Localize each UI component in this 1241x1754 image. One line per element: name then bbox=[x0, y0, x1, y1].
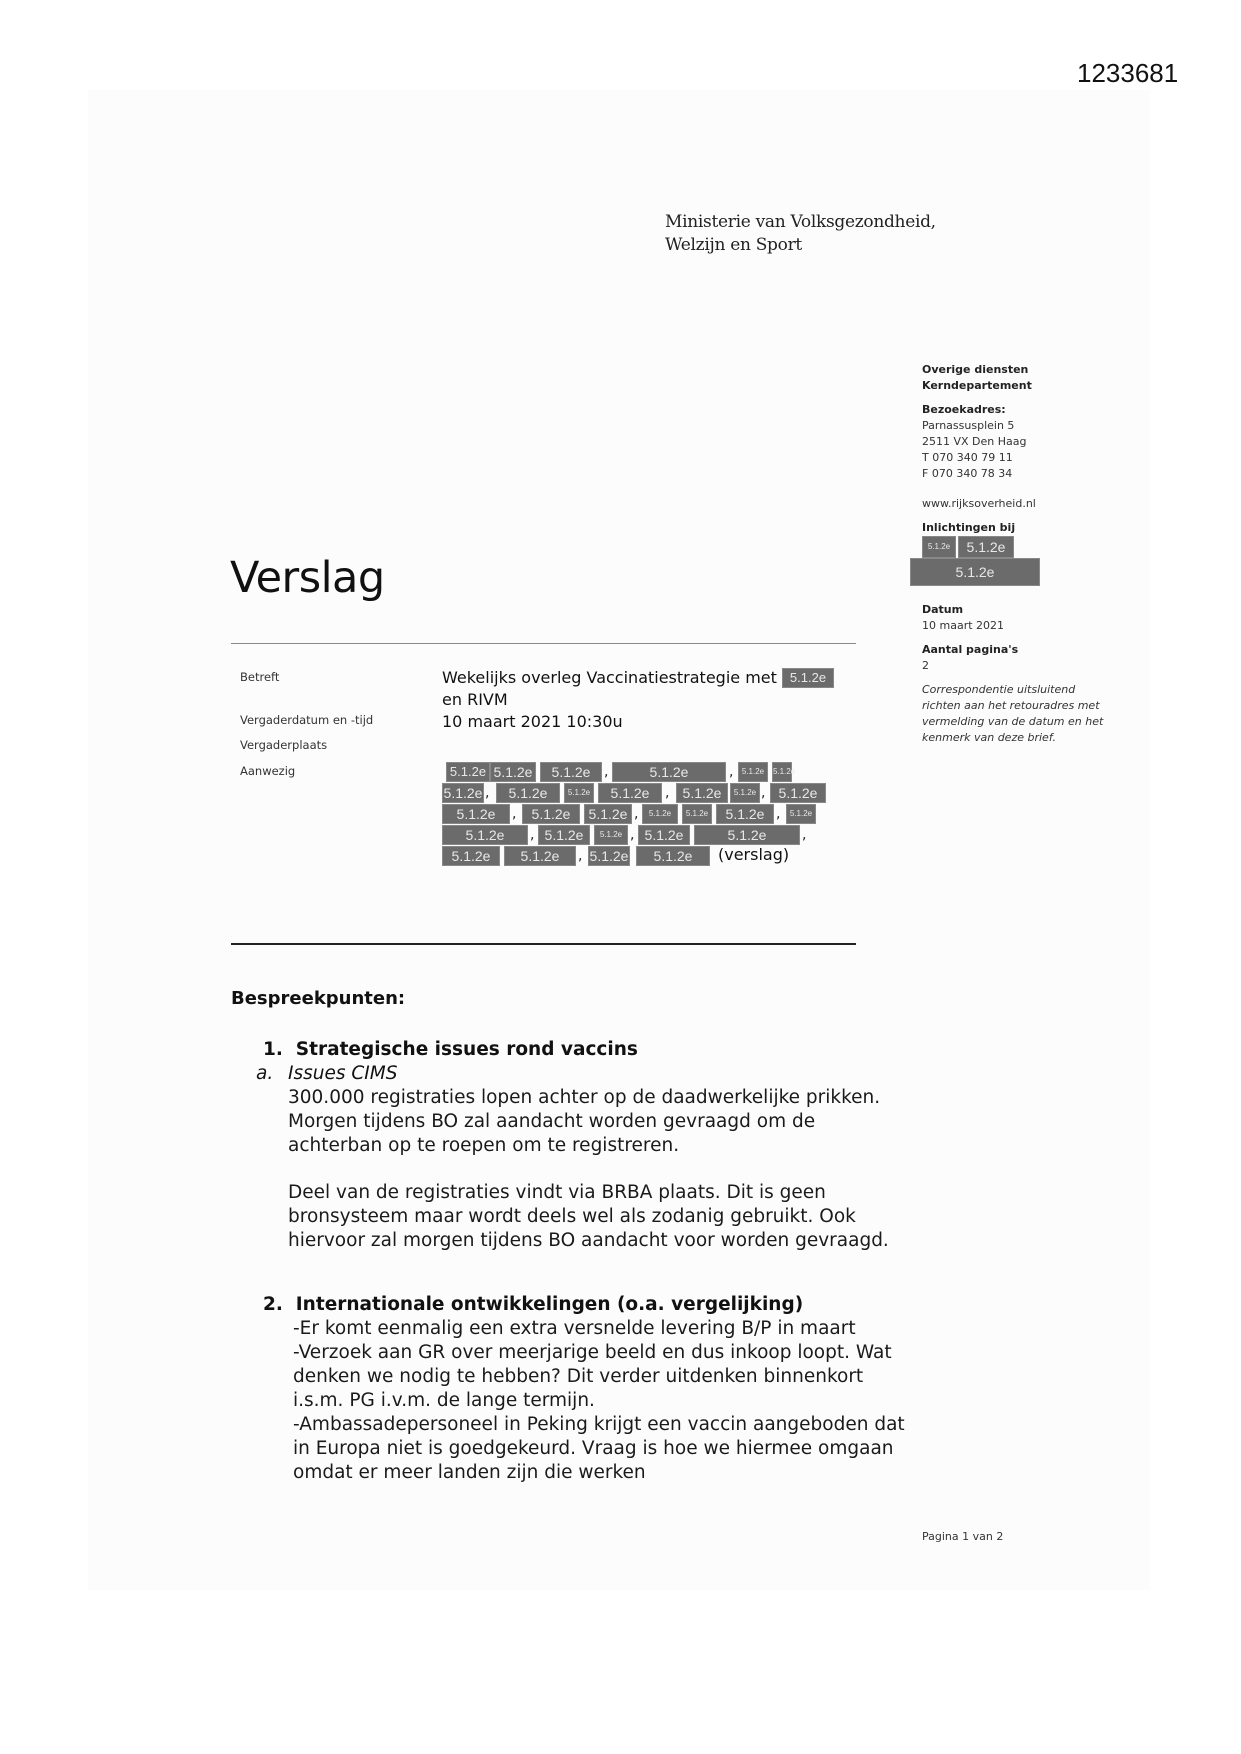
date-label: Datum bbox=[922, 603, 964, 616]
fax-number: F 070 340 78 34 bbox=[922, 467, 1013, 480]
redaction-box: 5.1.2e bbox=[676, 783, 728, 803]
subject-text-cont: en RIVM bbox=[442, 690, 508, 709]
pages-value: 2 bbox=[922, 659, 929, 672]
redaction-box: 5.1.2e bbox=[540, 762, 602, 782]
redaction-box: 5.1.2e bbox=[694, 825, 800, 845]
subject-value bbox=[442, 667, 834, 711]
redaction-box: 5.1.2e bbox=[636, 846, 710, 866]
redaction-box: 5.1.2e bbox=[770, 783, 826, 803]
address-street: Parnassusplein 5 bbox=[922, 419, 1015, 432]
department-line2: Kerndepartement bbox=[922, 379, 1032, 392]
attendees-suffix: (verslag) bbox=[718, 845, 790, 864]
redaction-box: 5.1.2e bbox=[522, 804, 580, 824]
agenda-subitem-a bbox=[256, 1062, 398, 1086]
datetime-value: 10 maart 2021 10:30u bbox=[442, 712, 623, 731]
redaction-box: 5.1.2e bbox=[490, 762, 536, 782]
redaction-box: 5.1.2e bbox=[612, 762, 726, 782]
date-value: 10 maart 2021 bbox=[922, 619, 1005, 632]
subject-text: Wekelijks overleg Vaccinatiestrategie met bbox=[442, 668, 777, 687]
ministry-name-line2: Welzijn en Sport bbox=[665, 235, 802, 255]
ministry-letterhead bbox=[665, 211, 936, 257]
location-label: Vergaderplaats bbox=[240, 738, 328, 752]
redaction-box: 5.1.2e bbox=[496, 783, 560, 803]
redaction-box: 5.1.2e bbox=[786, 804, 816, 824]
redaction-box: 5.1.2e bbox=[446, 762, 490, 782]
address-label: Bezoekadres: bbox=[922, 403, 1006, 416]
redaction-box: 5.1.2e bbox=[922, 536, 956, 558]
phone-number: T 070 340 79 11 bbox=[922, 451, 1013, 464]
agenda-item-2-title bbox=[263, 1293, 803, 1317]
agenda-item-1-title bbox=[263, 1038, 638, 1062]
redaction-box: 5.1.2e bbox=[638, 825, 690, 845]
redaction-box: 5.1.2e bbox=[642, 804, 678, 824]
redaction-box: 5.1.2e bbox=[442, 804, 510, 824]
document-title: Verslag bbox=[230, 553, 385, 603]
subject-label: Betreft bbox=[240, 670, 280, 684]
website-link[interactable]: www.rijksoverheid.nl bbox=[922, 497, 1036, 510]
agenda-item-1-paragraph-1: 300.000 registraties lopen achter op de daadwerkelijke prikken. Morgen tijdens BO zal aandacht worden gevraagd om de achterban op te roepen om te registreren. bbox=[288, 1087, 881, 1156]
sidebar-contact-info bbox=[922, 362, 1132, 746]
agenda-heading: Bespreekpunten: bbox=[231, 988, 406, 1009]
redaction-box: 5.1.2e bbox=[782, 668, 834, 688]
divider bbox=[231, 943, 856, 945]
redaction-box: 5.1.2e bbox=[594, 825, 628, 845]
subitem-title: Issues CIMS bbox=[288, 1063, 398, 1084]
redaction-box: 5.1.2e bbox=[584, 804, 632, 824]
divider bbox=[231, 643, 856, 644]
redaction-box: 5.1.2e bbox=[538, 825, 590, 845]
agenda-item-number: 1. bbox=[263, 1039, 283, 1060]
info-label: Inlichtingen bij bbox=[922, 521, 1016, 534]
page-indicator: Pagina 1 van 2 bbox=[922, 1530, 1004, 1543]
agenda-item-title: Internationale ontwikkelingen (o.a. vergelijking) bbox=[295, 1294, 804, 1315]
redaction-box: 5.1.2e bbox=[504, 846, 576, 866]
redaction-box: 5.1.2e bbox=[682, 804, 712, 824]
redaction-box: 5.1.2e bbox=[958, 536, 1014, 558]
redaction-box: 5.1.2e bbox=[730, 783, 760, 803]
agenda-item-1-paragraph-2: Deel van de registraties vindt via BRBA plaats. Dit is geen bronsysteem maar wordt deels wel als zodanig gebruikt. Ook hiervoor zal morgen tijdens BO aandacht voor worden gevraagd. bbox=[288, 1182, 889, 1251]
redaction-box: 5.1.2e bbox=[738, 762, 768, 782]
redaction-box: 5.1.2e bbox=[772, 762, 792, 782]
document-id: 1233681 bbox=[1077, 58, 1179, 88]
department-line1: Overige diensten bbox=[922, 363, 1029, 376]
redaction-box: 5.1.2e bbox=[443, 785, 483, 801]
redaction-box: 5.1.2e bbox=[442, 825, 528, 845]
attendees-label: Aanwezig bbox=[240, 764, 296, 778]
datetime-label: Vergaderdatum en -tijd bbox=[240, 713, 374, 727]
agenda-item-title: Strategische issues rond vaccins bbox=[295, 1039, 638, 1060]
correspondence-note: Correspondentie uitsluitend richten aan het retouradres met vermelding van de datum en het kenmerk van deze brief. bbox=[922, 683, 1104, 744]
redaction-box: 5.1.2e bbox=[442, 846, 500, 866]
pages-label: Aantal pagina's bbox=[922, 643, 1019, 656]
ministry-name-line1: Ministerie van Volksgezondheid, bbox=[665, 212, 936, 232]
redaction-box: 5.1.2e bbox=[564, 783, 594, 803]
redaction-box: 5.1.2e bbox=[716, 804, 774, 824]
redaction-box: 5.1.2e bbox=[598, 783, 662, 803]
agenda-item-number: 2. bbox=[263, 1294, 283, 1315]
agenda-item-2-bullet-3: -Ambassadepersoneel in Peking krijgt een vaccin aangeboden dat in Europa niet is goedgekeurd. Vraag is hoe we hiermee omgaan omdat er meer landen zijn die werken bbox=[293, 1414, 905, 1483]
redaction-box: 5.1.2e bbox=[589, 848, 629, 864]
subitem-marker: a. bbox=[256, 1063, 274, 1084]
redaction-box: 5.1.2e bbox=[910, 558, 1040, 586]
agenda-item-2-bullet-1: -Er komt eenmalig een extra versnelde levering B/P in maart bbox=[293, 1318, 856, 1339]
address-city: 2511 VX Den Haag bbox=[922, 435, 1027, 448]
agenda-item-2-bullet-2: -Verzoek aan GR over meerjarige beeld en dus inkoop loopt. Wat denken we nodig te hebben? Dit verder uitdenken binnenkort i.s.m. PG i.v.m. de lange termijn. bbox=[293, 1342, 892, 1411]
